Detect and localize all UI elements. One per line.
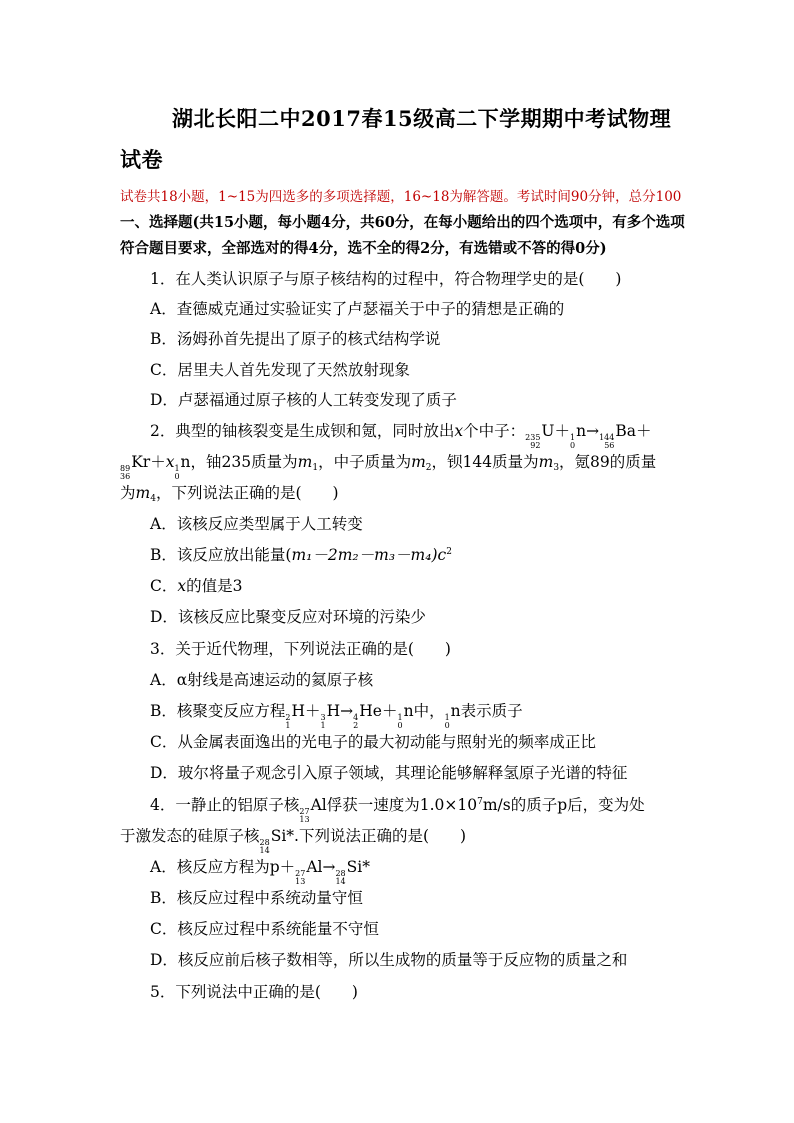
al-mass-number: 27 bbox=[295, 869, 306, 878]
q1-option-d: D．卢瑟福通过原子核的人工转变发现了质子 bbox=[150, 391, 457, 409]
ba-atomic-number: 56 bbox=[604, 441, 615, 450]
h2-mass-number: 2 bbox=[285, 713, 291, 722]
n-mass-number: 1 bbox=[570, 433, 576, 442]
exam-title: 湖北长阳二中2017春15级高二下学期期中考试物理 bbox=[172, 106, 672, 131]
q2-option-a: A．该核反应类型属于人工转变 bbox=[150, 515, 363, 533]
q4-stem-line2 bbox=[120, 825, 466, 855]
q2-text: ，氪89的质量 bbox=[559, 453, 657, 471]
n-nuclide-numbers bbox=[445, 714, 450, 730]
q2-text: ，中子质量为 bbox=[318, 453, 412, 471]
section-heading-continued: 符合题目要求，全部选对的得4分，选不全的得2分，有选错或不答的得0分) bbox=[120, 240, 607, 257]
mass-m2: m bbox=[411, 453, 426, 471]
q2-text: ，下列说法正确的是( ) bbox=[155, 484, 339, 502]
n-atomic-number: 0 bbox=[444, 721, 450, 730]
n-mass-number: 1 bbox=[444, 713, 450, 722]
q4-text: 的质子p后，变为处 bbox=[510, 796, 645, 814]
q4-option-a bbox=[150, 856, 370, 886]
kr-nuclide-numbers bbox=[120, 465, 130, 481]
q2-text: ，铀235质量为 bbox=[190, 453, 298, 471]
n-mass-number: 1 bbox=[397, 713, 403, 722]
q2-stem-line2 bbox=[120, 451, 656, 481]
velocity-value: 1.0×10 bbox=[419, 796, 478, 814]
q3-option-d: D．玻尔将量子观念引入原子领域，其理论能够解释氢原子光谱的特征 bbox=[150, 764, 628, 782]
n-nuclide-numbers bbox=[570, 434, 575, 450]
si-mass-number: 28 bbox=[259, 838, 270, 847]
q4-option-a-text: A．核反应方程为p＋ bbox=[150, 858, 296, 876]
q2-text: ，钡144质量为 bbox=[431, 453, 539, 471]
si-symbol: Si* bbox=[270, 827, 295, 845]
u-nuclide-numbers bbox=[525, 434, 540, 450]
q2-x-variable: x bbox=[165, 453, 175, 471]
al-mass-number: 27 bbox=[299, 807, 310, 816]
al-nuclide-numbers bbox=[299, 808, 309, 824]
ba-symbol: Ba bbox=[615, 422, 637, 440]
he-nuclide-numbers bbox=[353, 714, 358, 730]
q4-text: 4．一静止的铝原子核 bbox=[150, 796, 300, 814]
q2-x-variable: x bbox=[454, 422, 464, 440]
n-atomic-number: 0 bbox=[174, 472, 180, 481]
q3-text: 中， bbox=[413, 702, 445, 720]
q4-option-d: D．核反应前后核子数相等，所以生成物的质量等于反应物的质量之和 bbox=[150, 951, 628, 969]
si-atomic-number: 14 bbox=[335, 877, 346, 886]
n-atomic-number: 0 bbox=[397, 721, 403, 730]
q1-option-a: A．查德威克通过实验证实了卢瑟福关于中子的猜想是正确的 bbox=[150, 300, 565, 318]
n-symbol: n bbox=[403, 702, 414, 720]
q4-option-c: C．核反应过程中系统能量不守恒 bbox=[150, 920, 379, 938]
plus-sign: ＋ bbox=[305, 702, 321, 720]
reaction-arrow: → bbox=[322, 858, 336, 876]
ba-mass-number: 144 bbox=[599, 433, 615, 442]
al-atomic-number: 13 bbox=[299, 815, 310, 824]
he-mass-number: 4 bbox=[353, 713, 359, 722]
si-mass-number: 28 bbox=[335, 869, 346, 878]
velocity-exponent: 7 bbox=[477, 797, 483, 807]
plus-sign: ＋ bbox=[636, 422, 652, 440]
u-atomic-number: 92 bbox=[530, 441, 541, 450]
mass-m1-subscript: 1 bbox=[312, 463, 319, 473]
si-symbol: Si* bbox=[346, 858, 370, 876]
q3-option-a: A．α射线是高速运动的氦原子核 bbox=[150, 671, 374, 689]
h-symbol: H bbox=[291, 702, 306, 720]
q2-option-c-label: C． bbox=[150, 577, 178, 595]
kr-mass-number: 89 bbox=[120, 464, 131, 473]
al-symbol: Al bbox=[310, 796, 327, 814]
ba-nuclide-numbers bbox=[599, 434, 614, 450]
mass-m2-subscript: 2 bbox=[425, 463, 432, 473]
q3-option-c: C．从金属表面逸出的光电子的最大初动能与照射光的频率成正比 bbox=[150, 733, 596, 751]
kr-atomic-number: 36 bbox=[120, 472, 131, 481]
si-nuclide-numbers bbox=[335, 870, 345, 886]
q2-stem-line3 bbox=[120, 482, 339, 504]
al-atomic-number: 13 bbox=[295, 877, 306, 886]
n-symbol: n bbox=[180, 453, 191, 471]
exam-title-continued: 试卷 bbox=[120, 147, 163, 172]
q2-x-variable: x bbox=[177, 577, 187, 595]
mass-m3: m bbox=[538, 453, 554, 471]
q1-stem: 1．在人类认识原子与原子核结构的过程中，符合物理学史的是( ) bbox=[150, 270, 622, 288]
reaction-arrow: → bbox=[586, 422, 600, 440]
q3-stem: 3．关于近代物理，下列说法正确的是( ) bbox=[150, 640, 451, 658]
n-symbol: n bbox=[450, 702, 461, 720]
si-atomic-number: 14 bbox=[259, 846, 270, 855]
mass-m1: m bbox=[297, 453, 313, 471]
q2-option-b bbox=[150, 544, 452, 566]
al-nuclide-numbers bbox=[295, 870, 305, 886]
n-atomic-number: 0 bbox=[570, 441, 576, 450]
plus-sign: ＋ bbox=[150, 453, 166, 471]
n-nuclide-numbers bbox=[174, 465, 179, 481]
he-atomic-number: 2 bbox=[353, 721, 359, 730]
h3-mass-number: 3 bbox=[320, 713, 326, 722]
reaction-arrow: → bbox=[340, 702, 354, 720]
he-symbol: He bbox=[359, 702, 382, 720]
q3-option-b-text: B．核聚变反应方程 bbox=[150, 702, 286, 720]
q3-option-b bbox=[150, 700, 523, 730]
h2-atomic-number: 1 bbox=[285, 721, 291, 730]
q4-stem bbox=[150, 794, 645, 824]
formula-exponent: 2 bbox=[446, 547, 452, 557]
h3-atomic-number: 1 bbox=[320, 721, 326, 730]
q3-text: 表示质子 bbox=[460, 702, 523, 720]
mass-m3-subscript: 3 bbox=[553, 463, 560, 473]
plus-sign: ＋ bbox=[554, 422, 571, 440]
si-nuclide-numbers bbox=[260, 839, 270, 855]
q2-option-d: D．该核反应比聚变反应对环境的污染少 bbox=[150, 608, 426, 626]
u-symbol: U bbox=[541, 422, 555, 440]
section-heading: 一、选择题(共15小题，每小题4分，共60分，在每小题给出的四个选项中，有多个选项 bbox=[120, 214, 685, 231]
h-symbol: H bbox=[326, 702, 341, 720]
q2-stem-text-b: 个中子： bbox=[463, 422, 526, 440]
kr-symbol: Kr bbox=[131, 453, 151, 471]
q2-option-c bbox=[150, 575, 243, 597]
q4-text: 于激发态的硅原子核 bbox=[120, 827, 260, 845]
q2-stem-text: 2．典型的铀核裂变是生成钡和氪，同时放出 bbox=[150, 422, 455, 440]
n-mass-number: 1 bbox=[174, 464, 180, 473]
al-symbol: Al bbox=[306, 858, 323, 876]
q2-option-c-text: 的值是3 bbox=[186, 577, 243, 595]
q5-stem: 5．下列说法中正确的是( ) bbox=[150, 983, 358, 1001]
h2-nuclide-numbers bbox=[285, 714, 290, 730]
n-nuclide-numbers bbox=[397, 714, 402, 730]
q1-option-b: B．汤姆孙首先提出了原子的核式结构学说 bbox=[150, 330, 441, 348]
velocity-unit: m/s bbox=[482, 796, 511, 814]
mass-m4-subscript: 4 bbox=[150, 494, 156, 504]
h3-nuclide-numbers bbox=[321, 714, 326, 730]
n-symbol: n bbox=[576, 422, 587, 440]
energy-formula: m₁－2m₂－m₃－m₄)c bbox=[291, 546, 447, 564]
u-mass-number: 235 bbox=[525, 433, 541, 442]
q2-option-b-text: B．该反应放出能量( bbox=[150, 546, 292, 564]
q4-option-b: B．核反应过程中系统动量守恒 bbox=[150, 889, 363, 907]
q4-text: 俘获一速度为 bbox=[326, 796, 420, 814]
q4-text: .下列说法正确的是( ) bbox=[294, 827, 467, 845]
q2-text: 为 bbox=[120, 484, 136, 502]
q2-stem bbox=[150, 420, 652, 450]
plus-sign: ＋ bbox=[381, 702, 398, 720]
q1-option-c: C．居里夫人首先发现了天然放射现象 bbox=[150, 361, 410, 379]
mass-m4: m bbox=[135, 484, 151, 502]
exam-notice: 试卷共18小题，1~15为四选多的多项选择题，16~18为解答题。考试时间90分钟，总分100 bbox=[120, 189, 682, 205]
